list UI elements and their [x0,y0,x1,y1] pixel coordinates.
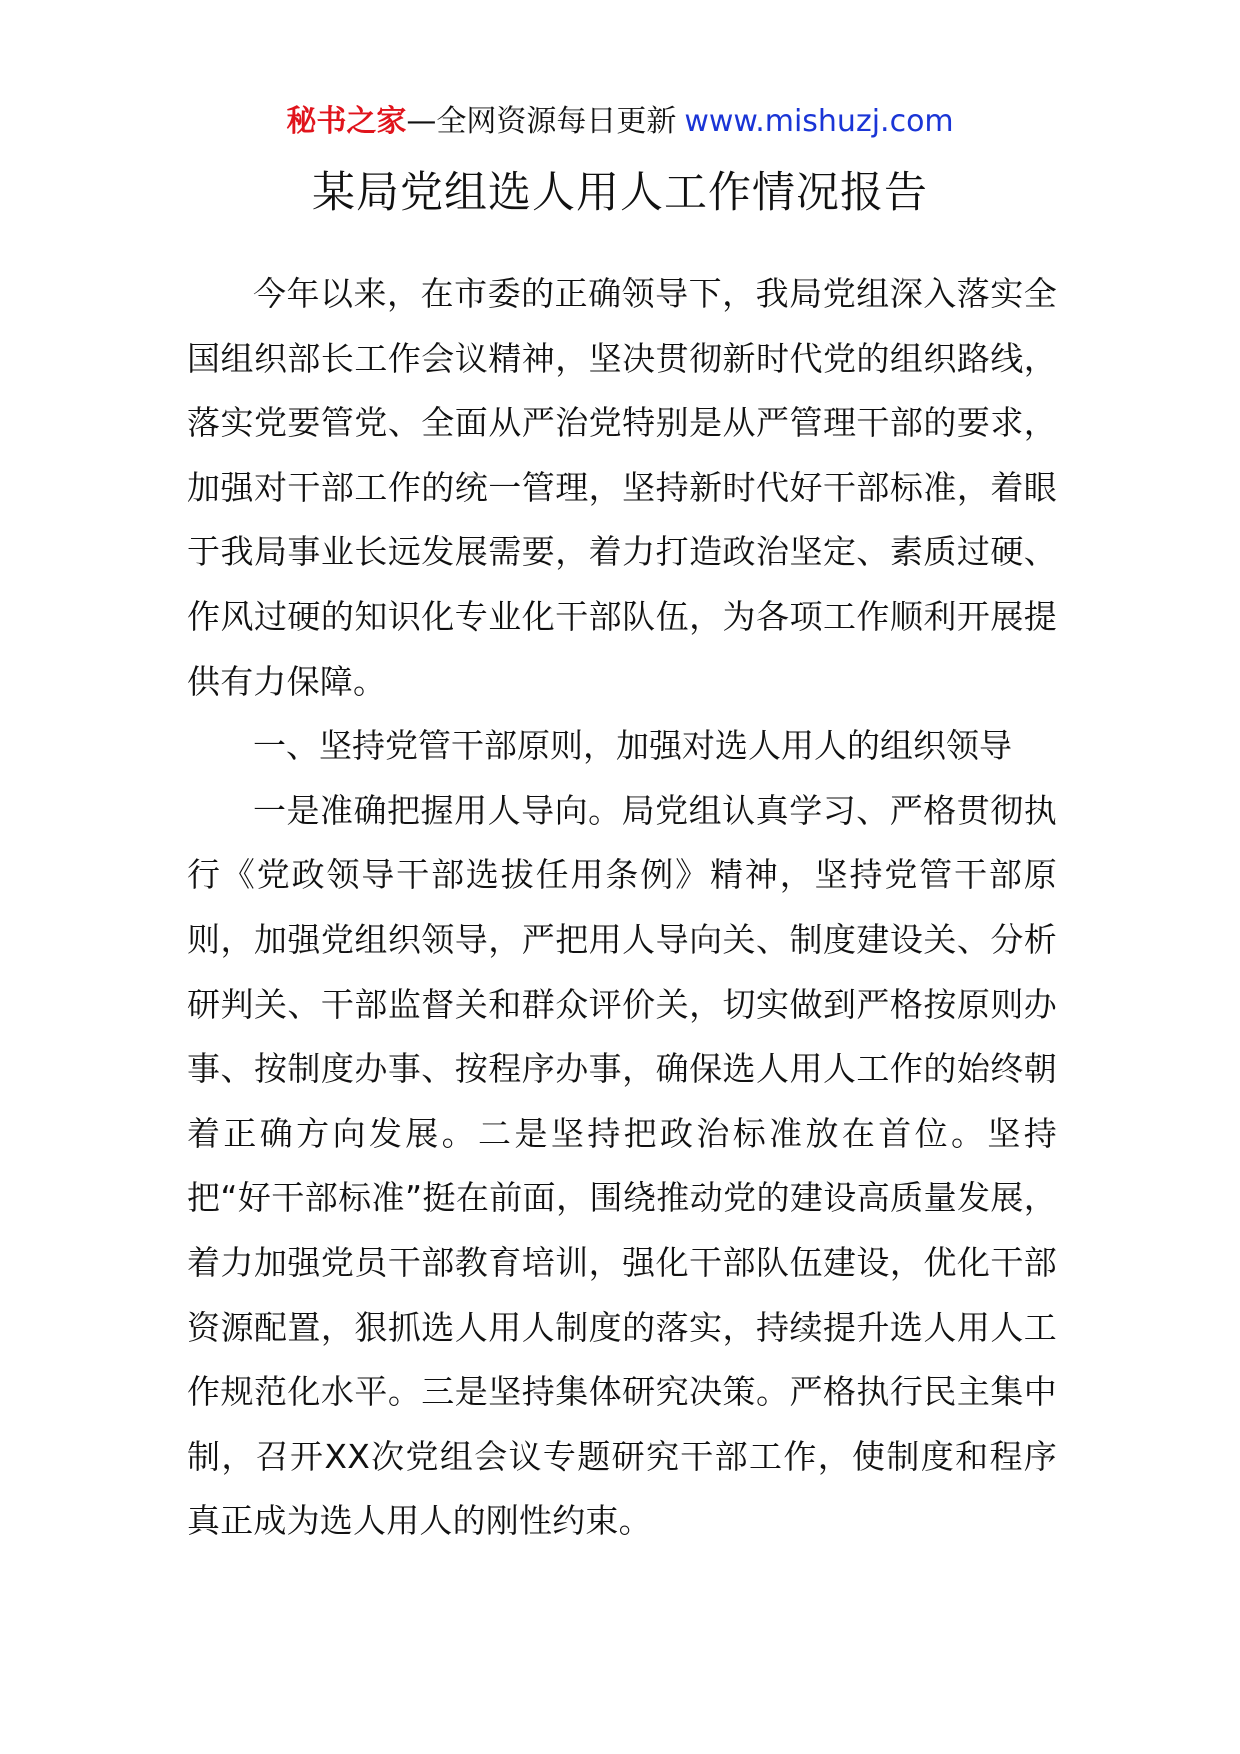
site-header [0,102,1240,142]
site-url-link[interactable]: www.mishuzj.com [684,104,954,139]
document-title: 某局党组选人用人工作情况报告 [312,168,928,218]
site-brand: 秘书之家 [286,104,407,139]
section-heading-1: 一、坚持党管干部原则，加强对选人用人的组织领导 [253,726,1012,766]
site-tagline: —全网资源每日更新 [406,104,677,139]
intro-paragraph: 今年以来，在市委的正确领导下，我局党组深入落实全国组织部长工作会议精神，坚决贯彻新时代党的组织路线，落实党要管党、全面从严治党特别是从严管理干部的要求，加强对干部工作的统一管理，坚持新时代好干部标准，着眼于我局事业长远发展需要，着力打造政治坚定、素质过硬、作风过硬的知识化专业化干部队伍，为各项工作顺利开展提供有力保障。 [187,274,1057,701]
section-1-paragraph: 一是准确把握用人导向。局党组认真学习、严格贯彻执行《党政领导干部选拔任用条例》精神，坚持党管干部原则，加强党组织领导，严把用人导向关、制度建设关、分析研判关、干部监督关和群众评价关，切实做到严格按原则办事、按制度办事、按程序办事，确保选人用人工作的始终朝着正确方向发展。二是坚持把政治标准放在首位。坚持把“好干部标准”挺在前面，围绕推动党的建设高质量发展，着力加强党员干部教育培训，强化干部队伍建设，优化干部资源配置，狠抓选人用人制度的落实，持续提升选人用人工作规范化水平。三是坚持集体研究决策。严格执行民主集中制，召开XX次党组会议专题研究干部工作，使制度和程序真正成为选人用人的刚性约束。 [187,790,1057,1541]
document-body [187,262,1057,1554]
